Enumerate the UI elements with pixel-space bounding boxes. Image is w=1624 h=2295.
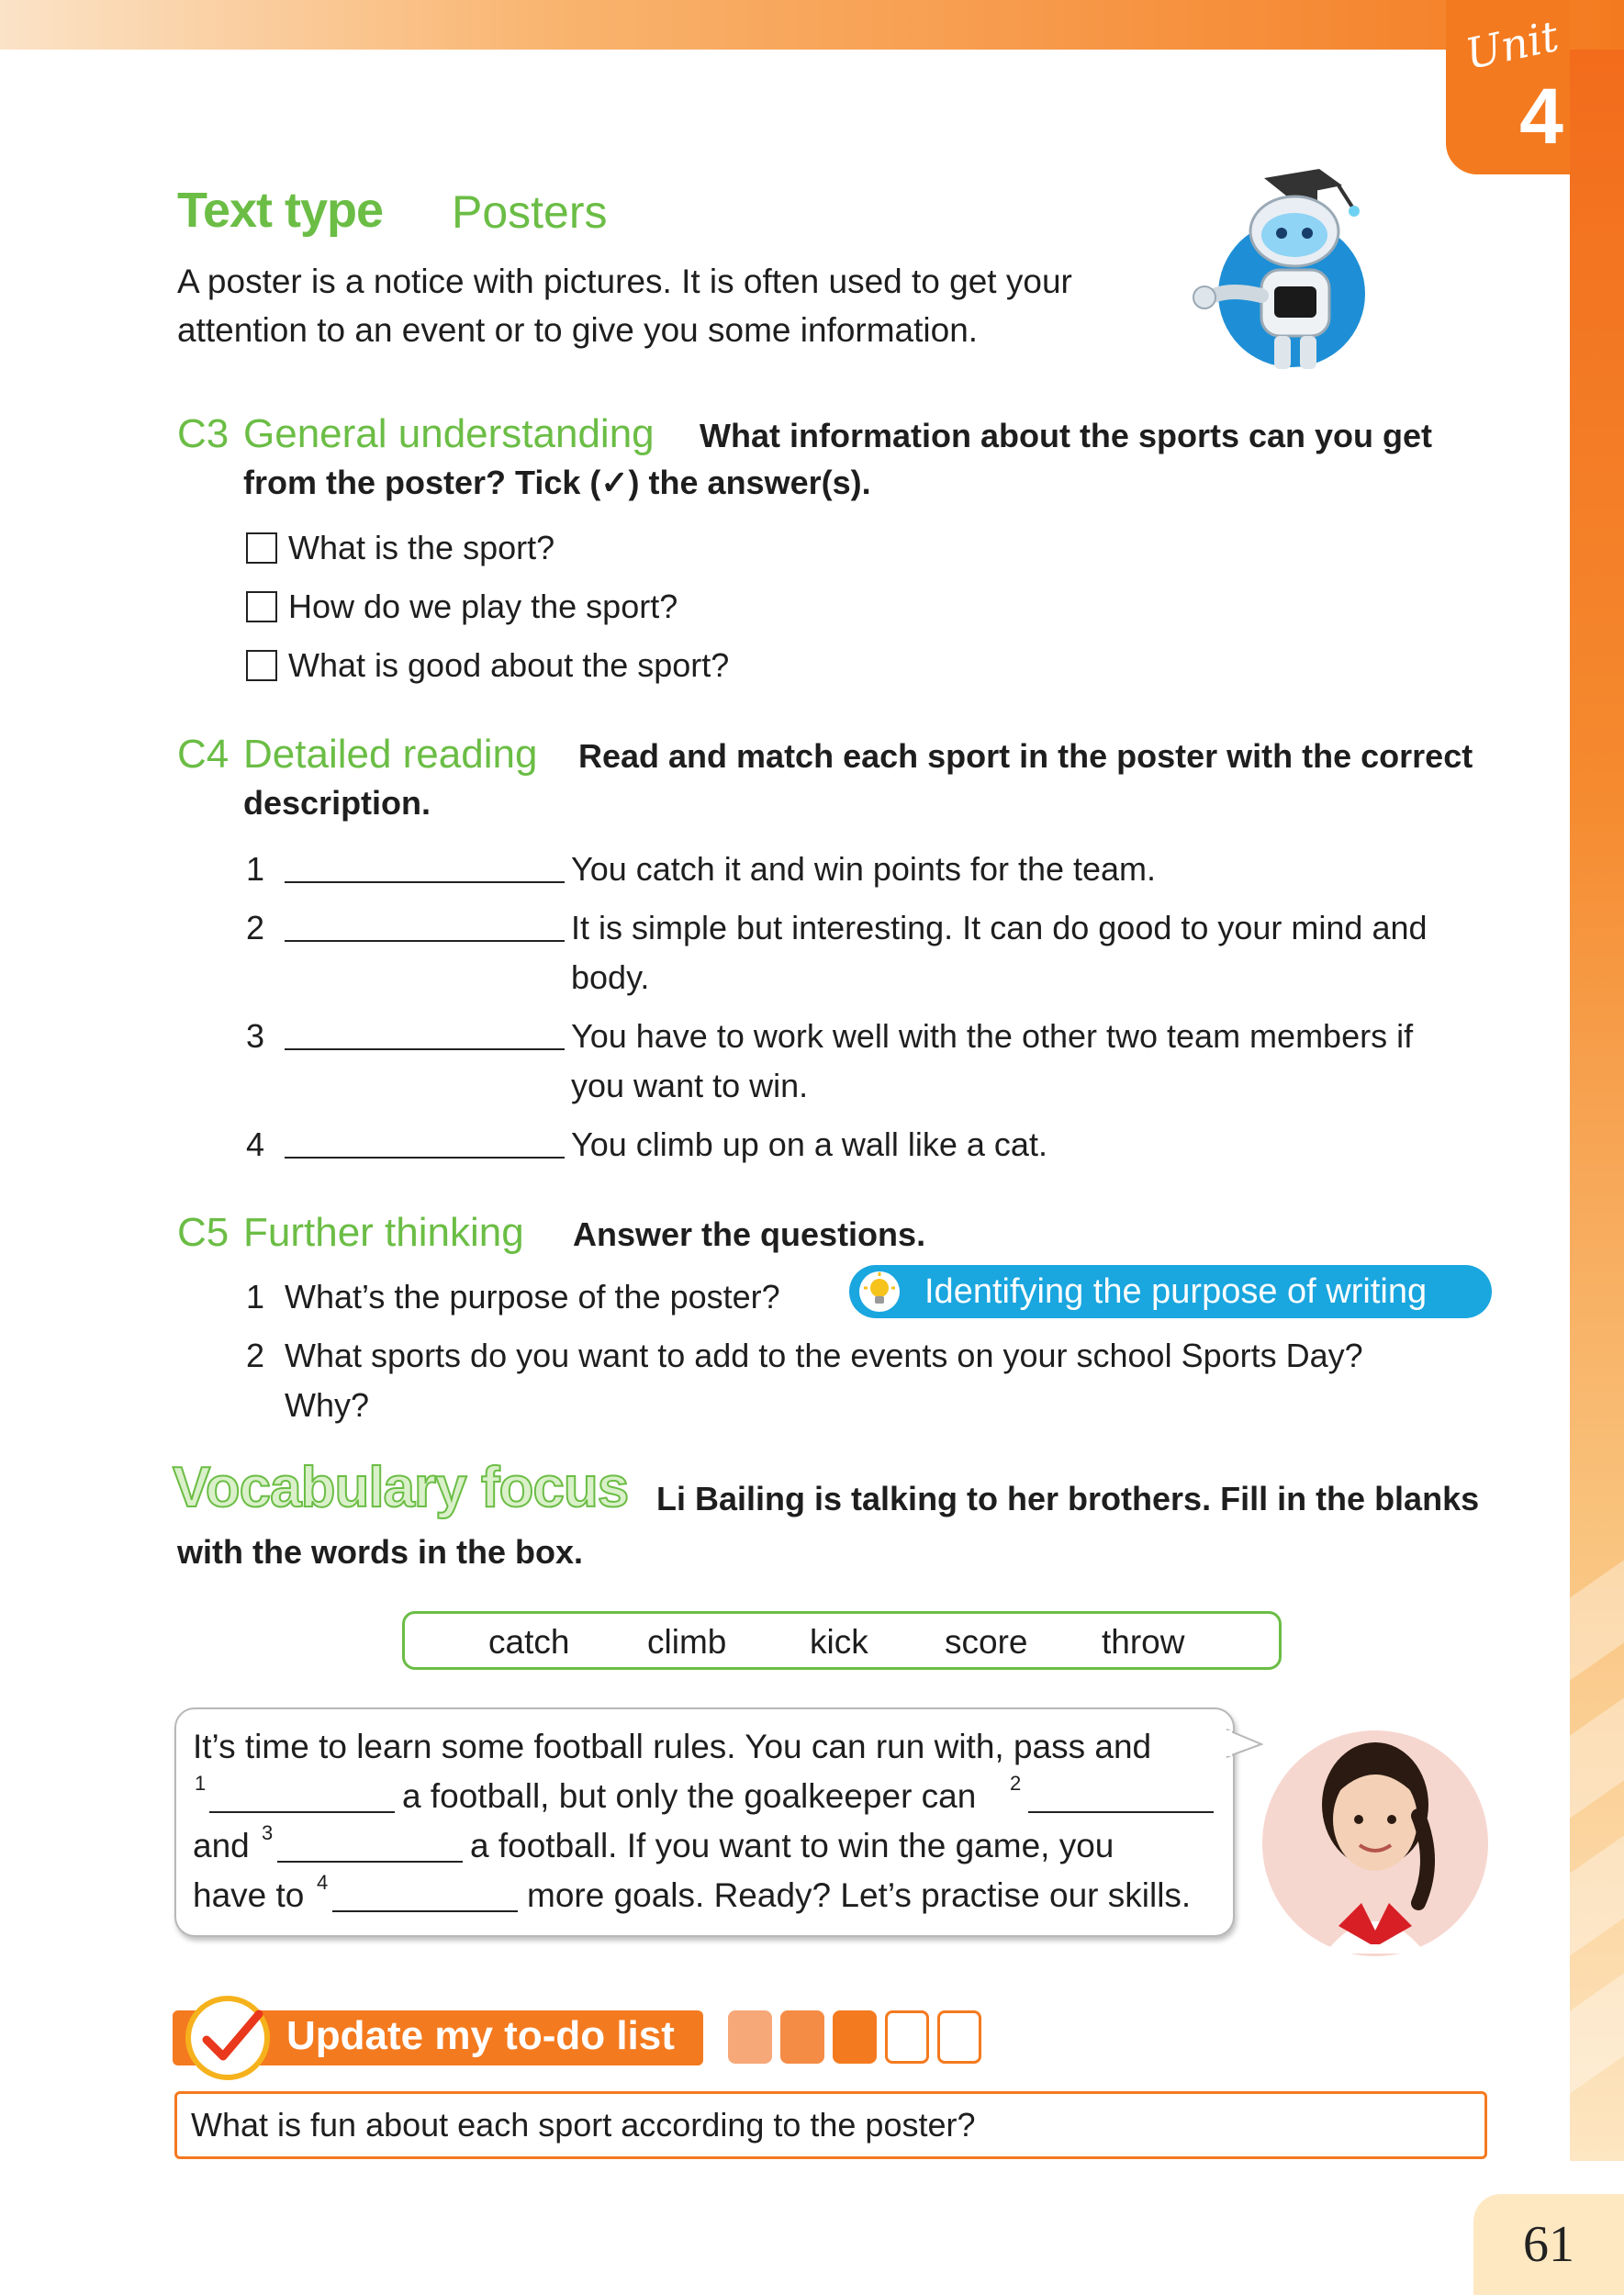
c4-item-description: You catch it and win points for the team.: [571, 850, 1157, 888]
c3-option-checkbox[interactable]: [246, 650, 277, 681]
vocab-answer-blank[interactable]: [209, 1811, 395, 1813]
c4-answer-blank[interactable]: [285, 940, 565, 942]
vocab-answer-blank[interactable]: [277, 1861, 463, 1863]
vocab-answer-blank[interactable]: [332, 1910, 518, 1912]
c5-question: What sports do you want to add to the events on your school Sports Day?: [285, 1337, 1363, 1374]
unit-tab: [1446, 0, 1570, 174]
speech-line: a football, but only the goalkeeper can: [402, 1777, 977, 1815]
word-option: catch: [488, 1623, 570, 1661]
speech-line: a football. If you want to win the game, you: [470, 1827, 1114, 1864]
c4-item-number: 1: [246, 850, 265, 888]
c4-code: C4: [177, 732, 230, 777]
progress-step-filled: [780, 2010, 824, 2064]
c3-instruction: What information about the sports can you get: [700, 417, 1433, 454]
blank-number: 1: [195, 1772, 207, 1795]
c4-answer-blank[interactable]: [285, 881, 565, 883]
vocab-instruction: Li Bailing is talking to her brothers. Fill in the blanks: [656, 1480, 1480, 1517]
girl-photo: [1260, 1706, 1490, 1963]
speech-line: more goals. Ready? Let’s practise our skills.: [527, 1876, 1192, 1914]
c5-code: C5: [177, 1210, 230, 1255]
c4-item-description: you want to win.: [571, 1067, 809, 1104]
speech-line: and: [193, 1827, 250, 1864]
robot-mascot-icon: [1159, 158, 1388, 387]
c4-item-number: 3: [246, 1017, 265, 1055]
c4-item-description: You climb up on a wall like a cat.: [571, 1125, 1047, 1163]
c4-heading: Detailed reading: [243, 732, 538, 777]
c5-question-number: 1: [246, 1278, 265, 1315]
blank-number: 3: [262, 1821, 274, 1844]
c5-instruction: Answer the questions.: [573, 1215, 926, 1253]
word-option: score: [945, 1623, 1028, 1661]
c3-option-label: What is good about the sport?: [288, 646, 730, 684]
c3-option-label: How do we play the sport?: [288, 588, 678, 625]
progress-step-empty: [937, 2010, 981, 2064]
c3-option-label: What is the sport?: [288, 529, 555, 566]
text-type-subtitle: Posters: [452, 186, 608, 238]
text-type-body-line: attention to an event or to give you some information.: [177, 311, 979, 349]
c4-instruction: Read and match each sport in the poster with the correct: [578, 737, 1473, 775]
c3-code: C3: [177, 411, 230, 456]
c5-heading: Further thinking: [243, 1210, 524, 1255]
speech-line: It’s time to learn some football rules. You can run with, pass and: [193, 1728, 1152, 1765]
speech-line: have to: [193, 1876, 305, 1914]
unit-number: 4: [1519, 73, 1563, 161]
tip-badge: [849, 1265, 1492, 1318]
c5-question: Why?: [285, 1386, 370, 1424]
checkmark-circle-icon: [184, 1994, 272, 2082]
progress-step-filled: [728, 2010, 772, 2064]
top-banner: [0, 0, 1624, 50]
vocab-title: Vocabulary focus: [173, 1456, 629, 1519]
c4-answer-blank[interactable]: [285, 1048, 565, 1050]
text-type-title: Text type: [177, 183, 384, 238]
word-box: [402, 1611, 1282, 1670]
todo-question: What is fun about each sport according to the poster?: [191, 2106, 976, 2144]
blank-number: 4: [317, 1871, 329, 1894]
word-option: climb: [647, 1623, 727, 1661]
vocab-instruction: with the words in the box.: [177, 1533, 584, 1571]
c4-item-number: 4: [246, 1125, 265, 1163]
page-number: 61: [1473, 2194, 1624, 2295]
tip-text: Identifying the purpose of writing: [924, 1272, 1428, 1311]
word-option: throw: [1102, 1623, 1185, 1661]
c4-item-number: 2: [246, 909, 265, 946]
c3-heading: General understanding: [243, 411, 655, 456]
c4-item-description: You have to work well with the other two team members if: [571, 1017, 1414, 1055]
c4-instruction: description.: [243, 784, 431, 822]
text-type-body-line: A poster is a notice with pictures. It is often used to get your: [177, 263, 1072, 300]
c3-instruction: from the poster? Tick (✓) the answer(s).: [243, 464, 871, 501]
c5-question: What’s the purpose of the poster?: [285, 1278, 780, 1315]
speech-bubble-tail: [1226, 1726, 1263, 1763]
word-option: kick: [810, 1623, 868, 1661]
c4-answer-blank[interactable]: [285, 1157, 565, 1159]
c5-question-number: 2: [246, 1337, 265, 1374]
lightbulb-icon: [858, 1271, 901, 1313]
todo-label: Update my to-do list: [286, 2013, 675, 2058]
progress-step-empty: [885, 2010, 929, 2064]
unit-label: Unit: [1461, 11, 1563, 79]
c3-option-checkbox[interactable]: [246, 532, 277, 564]
progress-step-filled: [833, 2010, 877, 2064]
vocab-answer-blank[interactable]: [1028, 1811, 1214, 1813]
c4-item-description: It is simple but interesting. It can do good to your mind and: [571, 909, 1428, 946]
c4-item-description: body.: [571, 958, 650, 996]
c3-option-checkbox[interactable]: [246, 591, 277, 622]
blank-number: 2: [1010, 1772, 1022, 1795]
